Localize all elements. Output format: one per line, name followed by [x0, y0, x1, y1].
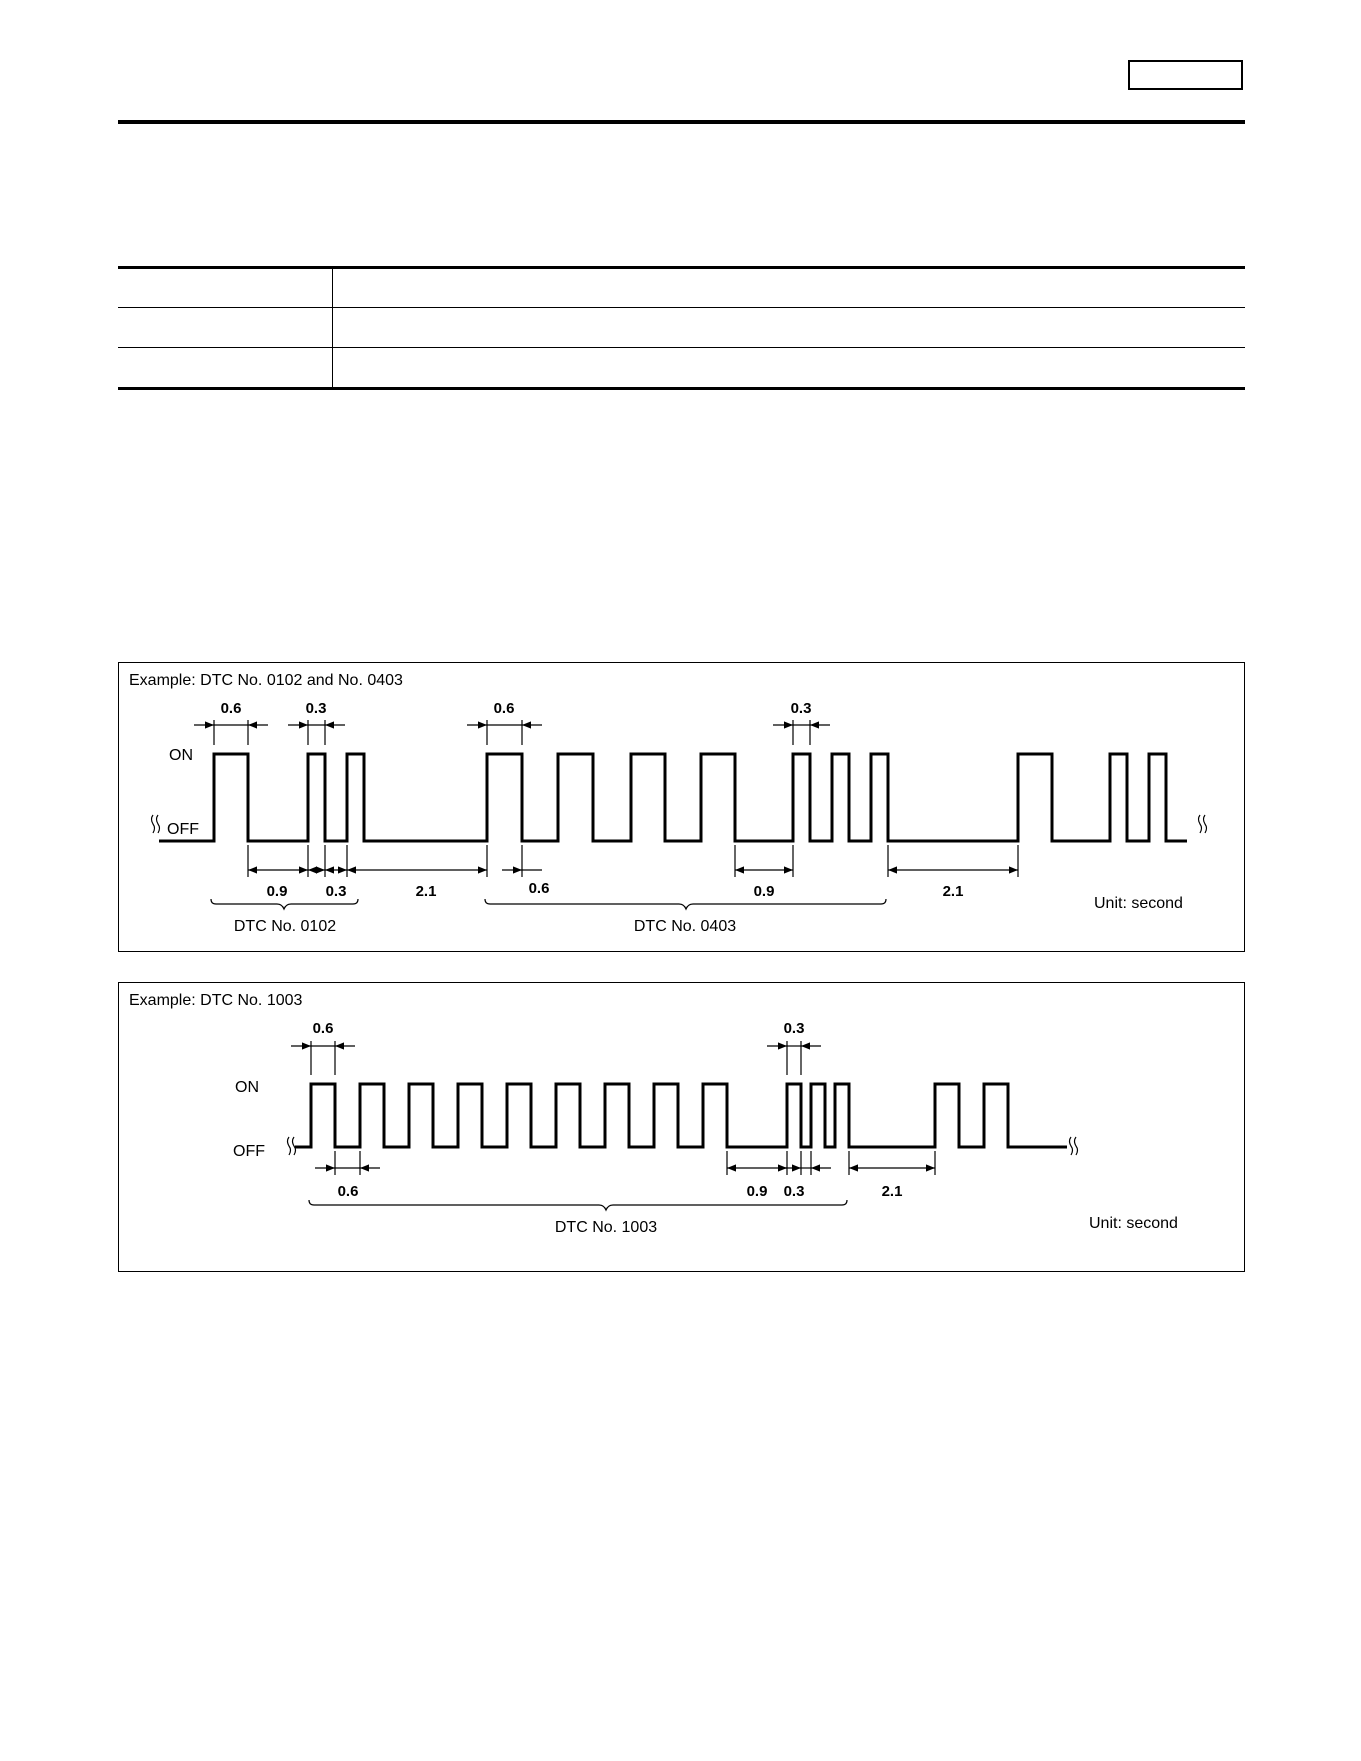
- interval-label: 0.6: [337, 1183, 359, 1200]
- signal-waveform: [159, 754, 1187, 841]
- on-level-label: ON: [169, 747, 193, 764]
- group-brace-0403: [485, 899, 886, 909]
- table-row-divider: [118, 347, 1245, 348]
- pulse-width-label: 0.6: [493, 700, 515, 717]
- table-top-rule: [118, 266, 1245, 269]
- off-level-label: OFF: [233, 1143, 265, 1160]
- pulse-width-label: 0.3: [790, 700, 812, 717]
- timing-diagram-0102-0403: [118, 662, 1245, 952]
- top-dimension-markers: [291, 1041, 821, 1075]
- group-brace-1003: [309, 1200, 847, 1210]
- signal-waveform: [295, 1084, 1067, 1147]
- group-label: DTC No. 1003: [554, 1219, 658, 1236]
- unit-label: Unit: second: [1094, 895, 1183, 912]
- pulse-width-label: 0.3: [783, 1020, 805, 1037]
- group-label: DTC No. 0403: [633, 918, 737, 935]
- unit-label: Unit: second: [1089, 1215, 1178, 1232]
- break-mark-right: [1199, 815, 1207, 833]
- break-mark-right: [1070, 1137, 1078, 1155]
- interval-label: 0.6: [528, 880, 550, 897]
- interval-label: 0.9: [746, 1183, 768, 1200]
- group-brace-0102: [211, 899, 358, 909]
- on-level-label: ON: [235, 1079, 259, 1096]
- top-dimension-markers: [194, 720, 830, 745]
- interval-label: 0.3: [783, 1183, 805, 1200]
- table-column-divider: [332, 268, 333, 388]
- interval-label: 0.3: [325, 883, 347, 900]
- pulse-width-label: 0.6: [220, 700, 242, 717]
- interval-label: 0.9: [753, 883, 775, 900]
- interval-label: 2.1: [415, 883, 437, 900]
- interval-label: 0.9: [266, 883, 288, 900]
- group-label: DTC No. 0102: [233, 918, 337, 935]
- interval-label: 2.1: [942, 883, 964, 900]
- table-bottom-rule: [118, 387, 1245, 390]
- break-mark-left: [288, 1137, 296, 1155]
- page-tag-box: [1128, 60, 1243, 90]
- break-mark-left: [152, 815, 160, 833]
- bottom-dimension-markers: [315, 1151, 935, 1175]
- pulse-width-label: 0.3: [305, 700, 327, 717]
- header-rule: [118, 120, 1245, 124]
- bottom-dimension-markers: [248, 845, 1018, 877]
- timing-diagram-svg: [119, 663, 1246, 953]
- off-level-label: OFF: [167, 821, 199, 838]
- timing-diagram-svg: [119, 983, 1246, 1273]
- pulse-width-label: 0.6: [312, 1020, 334, 1037]
- figure-title: Example: DTC No. 1003: [129, 992, 303, 1009]
- timing-diagram-1003: [118, 982, 1245, 1272]
- table-row-divider: [118, 307, 1245, 308]
- figure-title: Example: DTC No. 0102 and No. 0403: [129, 672, 403, 689]
- spec-table: [118, 266, 1245, 390]
- interval-label: 2.1: [881, 1183, 903, 1200]
